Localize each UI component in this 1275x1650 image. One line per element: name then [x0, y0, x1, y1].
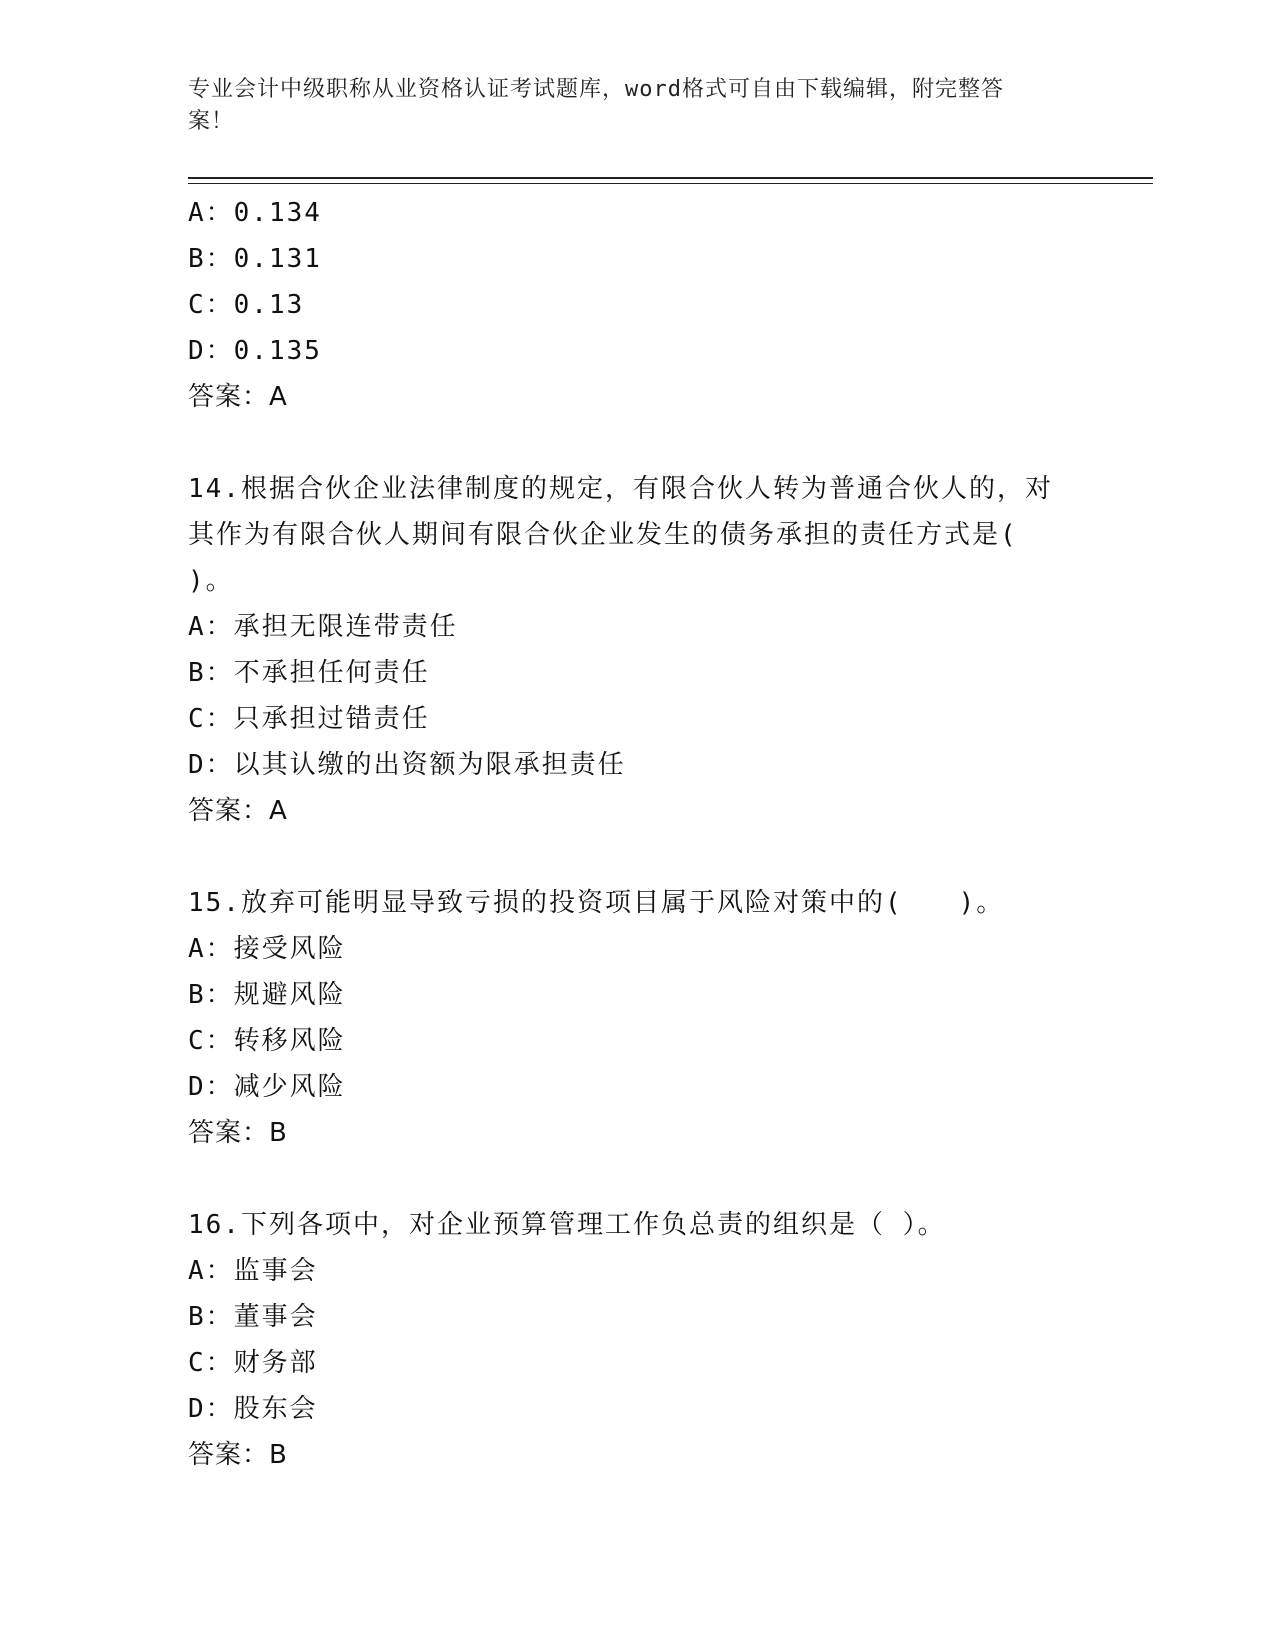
option-a: A：监事会 [188, 1256, 318, 1286]
option-b: B：规避风险 [188, 980, 346, 1010]
option-d: D：以其认缴的出资额为限承担责任 [188, 750, 626, 780]
option-a: A：0.134 [188, 198, 322, 228]
answer: 答案：B [188, 1440, 288, 1470]
header-line-1: 专业会计中级职称从业资格认证考试题库，word格式可自由下载编辑，附完整答 [188, 77, 1004, 102]
option-c: C：财务部 [188, 1348, 318, 1378]
question-14 [188, 466, 1088, 834]
option-b: B：0.131 [188, 244, 322, 274]
option-b: B：不承担任何责任 [188, 658, 430, 688]
option-d: D：0.135 [188, 336, 322, 366]
question-stem-line: )。 [188, 566, 234, 596]
question-stem-line: 其作为有限合伙人期间有限合伙企业发生的债务承担的责任方式是( [188, 520, 1018, 550]
answer: 答案：B [188, 1118, 288, 1148]
spacer [188, 420, 1088, 466]
question-13 [188, 190, 1088, 420]
option-b: B：董事会 [188, 1302, 318, 1332]
question-stem-line: 16.下列各项中，对企业预算管理工作负总责的组织是（ ）。 [188, 1210, 946, 1240]
question-list [188, 190, 1088, 1478]
question-15 [188, 880, 1088, 1156]
header-line-2: 案！ [188, 109, 235, 134]
answer: 答案：A [188, 796, 288, 826]
header-rule-thick [188, 177, 1153, 179]
option-c: C：转移风险 [188, 1026, 346, 1056]
option-a: A：承担无限连带责任 [188, 612, 458, 642]
question-stem-line: 15.放弃可能明显导致亏损的投资项目属于风险对策中的( )。 [188, 888, 1005, 918]
answer: 答案：A [188, 382, 288, 412]
option-d: D：减少风险 [188, 1072, 346, 1102]
spacer [188, 1156, 1088, 1202]
option-d: D：股东会 [188, 1394, 318, 1424]
spacer [188, 834, 1088, 880]
page-header [188, 74, 1068, 138]
option-c: C：0.13 [188, 290, 305, 320]
option-c: C：只承担过错责任 [188, 704, 430, 734]
question-16 [188, 1202, 1088, 1478]
question-stem-line: 14.根据合伙企业法律制度的规定，有限合伙人转为普通合伙人的，对 [188, 474, 1053, 504]
option-a: A：接受风险 [188, 934, 346, 964]
header-rule-thin [188, 183, 1153, 184]
